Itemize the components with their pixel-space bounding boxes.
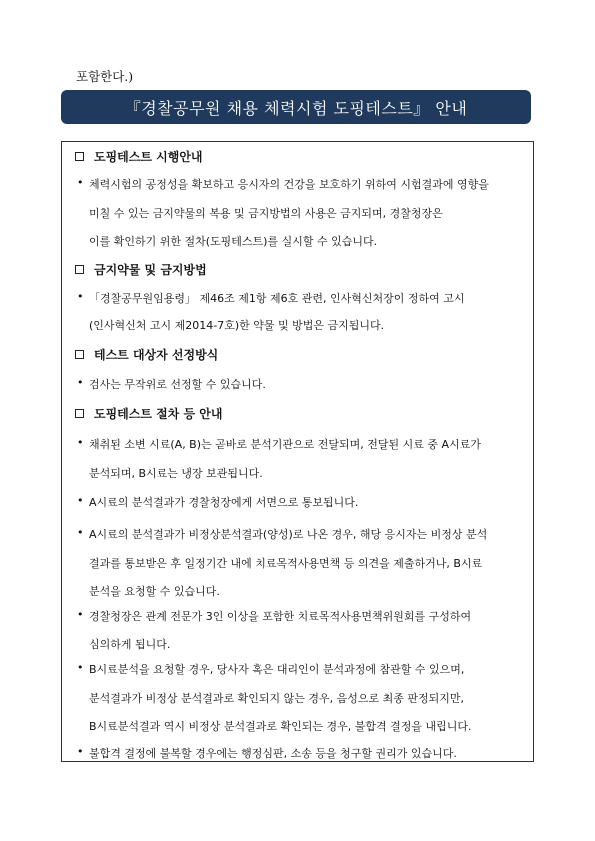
notice-title-banner [61, 90, 531, 124]
body-line: A시료의 분석결과가 경찰청장에게 서면으로 통보됩니다. [89, 496, 359, 509]
body-line: 미칠 수 있는 금지약물의 복용 및 금지방법의 사용은 금지되며, 경찰청장은 [89, 207, 443, 220]
section-heading-text: 도핑테스트 절차 등 안내 [94, 407, 223, 421]
body-line: 이를 확인하기 위한 절차(도핑테스트)를 실시할 수 있습니다. [89, 235, 378, 248]
bullet-icon: • [77, 745, 84, 758]
body-line: 검사는 무작위로 선정할 수 있습니다. [89, 378, 266, 391]
body-line: (인사혁신처 고시 제2014-7호)한 약물 및 방법은 금지됩니다. [89, 319, 385, 332]
body-line: 체력시험의 공정성을 확보하고 응시자의 건강을 보호하기 위하여 시험결과에 영향을 [89, 178, 489, 191]
bullet-icon: • [77, 661, 84, 674]
section-heading-text: 도핑테스트 시행안내 [94, 150, 203, 164]
bullet-icon: • [77, 376, 84, 389]
body-line: 분석을 요청할 수 있습니다. [89, 585, 220, 598]
body-line: 「경찰공무원임용령」 제46조 제1항 제6호 관련, 인사혁신처장이 정하여 고시 [89, 292, 465, 305]
notice-title: 『경찰공무원 채용 체력시험 도핑테스트』 안내 [124, 98, 468, 118]
section-heading-text: 테스트 대상자 선정방식 [94, 348, 219, 362]
bullet-icon: • [77, 608, 84, 621]
body-line: B시료분석을 요청할 경우, 당사자 혹은 대리인이 분석과정에 참관할 수 있으며, [89, 663, 465, 676]
checkbox-square-icon [75, 152, 84, 161]
checkbox-square-icon [75, 409, 84, 418]
section-heading [75, 261, 207, 278]
section-heading-text: 금지약물 및 금지방법 [94, 263, 207, 277]
bullet-icon: • [77, 176, 84, 189]
checkbox-square-icon [75, 350, 84, 359]
section-heading [75, 346, 218, 363]
bullet-icon: • [77, 526, 84, 539]
body-line: 심의하게 됩니다. [89, 638, 171, 651]
body-line: 경찰청장은 관계 전문가 3인 이상을 포함한 치료목적사용면책위원회를 구성하여 [89, 610, 472, 623]
section-heading [75, 148, 203, 165]
body-line: 분석되며, B시료는 냉장 보관됩니다. [89, 467, 263, 480]
bullet-icon: • [77, 436, 84, 449]
body-line: 결과를 통보받은 후 일정기간 내에 치료목적사용면책 등 의견을 제출하거나, B시료 [89, 557, 483, 570]
section-heading [75, 405, 222, 422]
bullet-icon: • [77, 290, 84, 303]
bullet-icon: • [77, 494, 84, 507]
notice-content-box [61, 141, 534, 762]
body-line: 불합격 결정에 불복할 경우에는 행정심판, 소송 등을 청구할 권리가 있습니다. [89, 747, 457, 760]
body-line: B시료분석결과 역시 비정상 분석결과로 확인되는 경우, 불합격 결정을 내립니다. [89, 720, 472, 733]
body-line: A시료의 분석결과가 비정상분석결과(양성)로 나온 경우, 해당 응시자는 비정상 분석 [89, 528, 488, 541]
checkbox-square-icon [75, 265, 84, 274]
preceding-text-fragment: 포함한다.) [76, 69, 134, 84]
body-line: 채취된 소변 시료(A, B)는 곧바로 분석기관으로 전달되며, 전달된 시료 중 A시료가 [89, 438, 481, 451]
body-line: 분석결과가 비정상 분석결과로 확인되지 않는 경우, 음성으로 최종 판정되지만, [89, 692, 464, 705]
